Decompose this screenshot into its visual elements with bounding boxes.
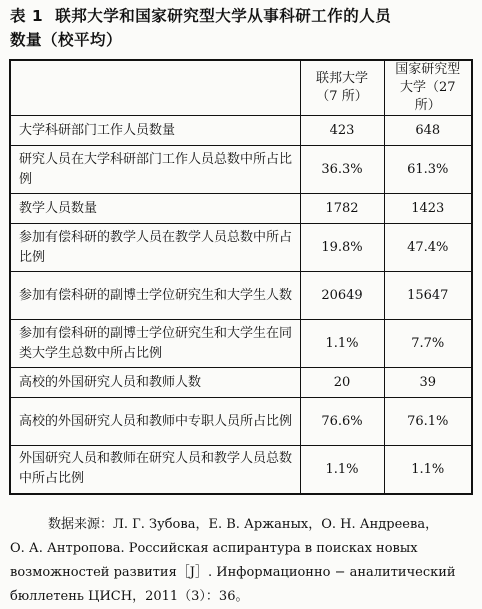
header-label-cell [10, 60, 300, 116]
federal-value: 1.1% [300, 446, 384, 494]
table-caption [10, 4, 472, 52]
header-federal-universities: 联邦大学 （7 所） [300, 60, 384, 116]
national-value: 39 [384, 368, 472, 398]
header-national-research-universities: 国家研究型 大学（27 所） [384, 60, 472, 116]
table-row [10, 320, 472, 368]
national-value: 15647 [384, 272, 472, 320]
caption-line-2: 数量（校平均） [10, 31, 123, 49]
table-row [10, 446, 472, 494]
table-row [10, 272, 472, 320]
federal-value: 19.8% [300, 224, 384, 272]
national-value: 1423 [384, 194, 472, 224]
data-source-note [10, 513, 472, 609]
data-table [9, 59, 473, 495]
row-label: 教学人员数量 [10, 194, 300, 224]
table-row [10, 194, 472, 224]
source-line-4: бюллетень ЦИСН，2011（3）：36。 [10, 589, 249, 604]
table-row [10, 146, 472, 194]
federal-value: 20649 [300, 272, 384, 320]
table-header-row [10, 60, 472, 116]
federal-value: 36.3% [300, 146, 384, 194]
row-label: 高校的外国研究人员和教师中专职人员所占比例 [10, 398, 300, 446]
federal-value: 423 [300, 116, 384, 146]
caption-line-1 [10, 4, 472, 28]
national-value: 61.3% [384, 146, 472, 194]
row-label: 大学科研部门工作人员数量 [10, 116, 300, 146]
table-row [10, 368, 472, 398]
source-line-3: возможностей развития［J］. Информационно − аналитический [10, 565, 456, 580]
national-value: 7.7% [384, 320, 472, 368]
row-label: 研究人员在大学科研部门工作人员总数中所占比例 [10, 146, 300, 194]
row-label: 外国研究人员和教师在研究人员和教学人员总数中所占比例 [10, 446, 300, 494]
national-value: 1.1% [384, 446, 472, 494]
row-label: 参加有偿科研的教学人员在教学人员总数中所占比例 [10, 224, 300, 272]
source-line-1: 数据来源：Л. Г. Зубова，Е. В. Аржаных，О. Н. Андреева， [48, 517, 439, 532]
federal-value: 1.1% [300, 320, 384, 368]
row-label: 高校的外国研究人员和教师人数 [10, 368, 300, 398]
caption-text: 联邦大学和国家研究型大学从事科研工作的人员 [55, 7, 392, 25]
national-value: 648 [384, 116, 472, 146]
table-row [10, 398, 472, 446]
federal-value: 20 [300, 368, 384, 398]
row-label: 参加有偿科研的副博士学位研究生和大学生在同类大学生总数中所占比例 [10, 320, 300, 368]
table-row [10, 224, 472, 272]
national-value: 76.1% [384, 398, 472, 446]
federal-value: 1782 [300, 194, 384, 224]
federal-value: 76.6% [300, 398, 384, 446]
table-number: 表 1 [10, 7, 44, 25]
source-line-2: О. А. Антропова. Российская аспирантура в поисках новых [10, 541, 418, 556]
table-row [10, 116, 472, 146]
row-label: 参加有偿科研的副博士学位研究生和大学生人数 [10, 272, 300, 320]
national-value: 47.4% [384, 224, 472, 272]
